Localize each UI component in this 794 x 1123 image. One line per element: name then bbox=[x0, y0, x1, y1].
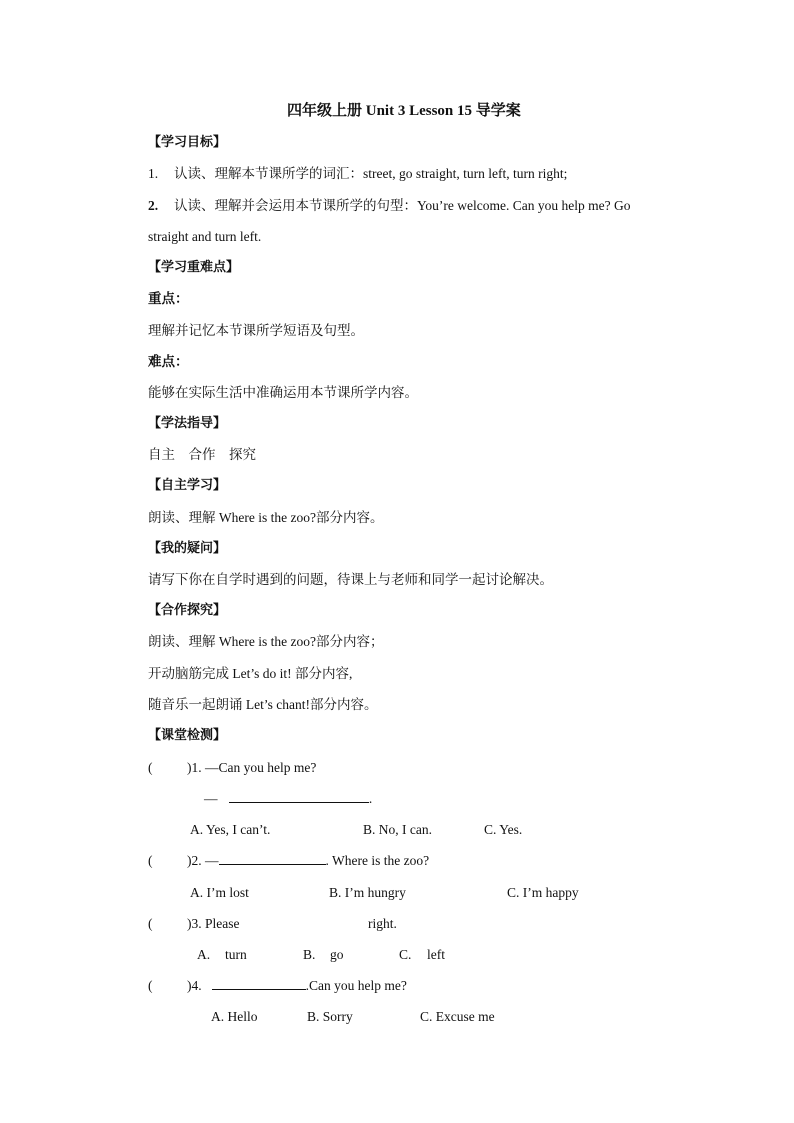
goal-item-2-continuation: straight and turn left. bbox=[148, 229, 262, 244]
q3-prompt-start: )3. Please bbox=[187, 916, 240, 931]
method-text: 自主 合作 探究 bbox=[148, 447, 256, 462]
difficult-point-label: 难点： bbox=[148, 354, 189, 369]
q1-answer-line bbox=[204, 790, 372, 808]
page-title: 四年级上册 Unit 3 Lesson 15 导学案 bbox=[287, 103, 521, 119]
q2-option-a: A. I’m lost bbox=[190, 885, 249, 900]
q2-open-paren: ( bbox=[148, 853, 153, 868]
q3-option-a-letter: A. bbox=[197, 947, 211, 962]
q4-prompt bbox=[187, 977, 407, 995]
q2-option-c: C. I’m happy bbox=[507, 885, 579, 900]
self-study-text: 朗读、理解 Where is the zoo?部分内容。 bbox=[148, 510, 384, 525]
q3-option-a-word: turn bbox=[225, 947, 247, 962]
key-point-text: 理解并记忆本节课所学短语及句型。 bbox=[148, 323, 364, 338]
goal-item-2-text: 认读、理解并会运用本节课所学的句型：You’re welcome. Can you help me? Go bbox=[174, 198, 631, 213]
q2-prompt-start: )2. — bbox=[187, 853, 219, 868]
difficult-point-text: 能够在实际生活中准确运用本节课所学内容。 bbox=[148, 385, 418, 400]
section-heading-goals: 【学习目标】 bbox=[148, 135, 227, 150]
q2-answer-blank[interactable] bbox=[219, 852, 326, 865]
q4-option-c: C. Excuse me bbox=[420, 1009, 495, 1024]
section-heading-cooperation: 【合作探究】 bbox=[148, 603, 227, 618]
q1-answer-end: . bbox=[368, 791, 373, 806]
q1-option-b: B. No, I can. bbox=[363, 822, 432, 837]
q1-option-c: C. Yes. bbox=[484, 822, 523, 837]
questions-text: 请写下你在自学时遇到的问题，待课上与老师和同学一起讨论解决。 bbox=[148, 572, 553, 587]
section-heading-self-study: 【自主学习】 bbox=[148, 478, 227, 493]
section-heading-questions: 【我的疑问】 bbox=[148, 541, 227, 556]
cooperation-line-3: 随音乐一起朗诵 Let’s chant!部分内容。 bbox=[148, 697, 378, 712]
q3-option-b-word: go bbox=[330, 947, 344, 962]
q1-answer-blank[interactable] bbox=[229, 790, 369, 803]
q4-option-a: A. Hello bbox=[211, 1009, 258, 1024]
q3-open-paren: ( bbox=[148, 916, 153, 931]
cooperation-line-2: 开动脑筋完成 Let’s do it! 部分内容, bbox=[148, 666, 353, 681]
q2-prompt-end: . Where is the zoo? bbox=[325, 853, 430, 868]
q3-option-b-letter: B. bbox=[303, 947, 316, 962]
q3-option-c-letter: C. bbox=[399, 947, 412, 962]
key-point-label: 重点： bbox=[148, 291, 189, 306]
q1-option-a: A. Yes, I can’t. bbox=[190, 822, 271, 837]
q4-prompt-start: )4. bbox=[187, 978, 202, 993]
section-heading-key-points: 【学习重难点】 bbox=[148, 260, 240, 275]
q1-open-paren: ( bbox=[148, 760, 153, 775]
goal-item-2-number: 2. bbox=[148, 198, 159, 213]
cooperation-line-1: 朗读、理解 Where is the zoo?部分内容； bbox=[148, 634, 384, 649]
q3-option-c-word: left bbox=[427, 947, 445, 962]
goal-item-1-number: 1. bbox=[148, 166, 159, 181]
q1-answer-dash: — bbox=[204, 791, 218, 806]
q4-option-b: B. Sorry bbox=[307, 1009, 353, 1024]
q2-prompt bbox=[187, 852, 429, 870]
q3-prompt-end: right. bbox=[368, 916, 397, 931]
q4-prompt-end: .Can you help me? bbox=[305, 978, 407, 993]
q1-prompt: )1. —Can you help me? bbox=[187, 760, 317, 775]
section-heading-method: 【学法指导】 bbox=[148, 416, 227, 431]
q4-open-paren: ( bbox=[148, 978, 153, 993]
q4-answer-blank[interactable] bbox=[212, 977, 306, 990]
q2-option-b: B. I’m hungry bbox=[329, 885, 406, 900]
section-heading-classroom-test: 【课堂检测】 bbox=[148, 728, 227, 743]
goal-item-1-text: 认读、理解本节课所学的词汇：street, go straight, turn left, turn right; bbox=[174, 166, 568, 181]
